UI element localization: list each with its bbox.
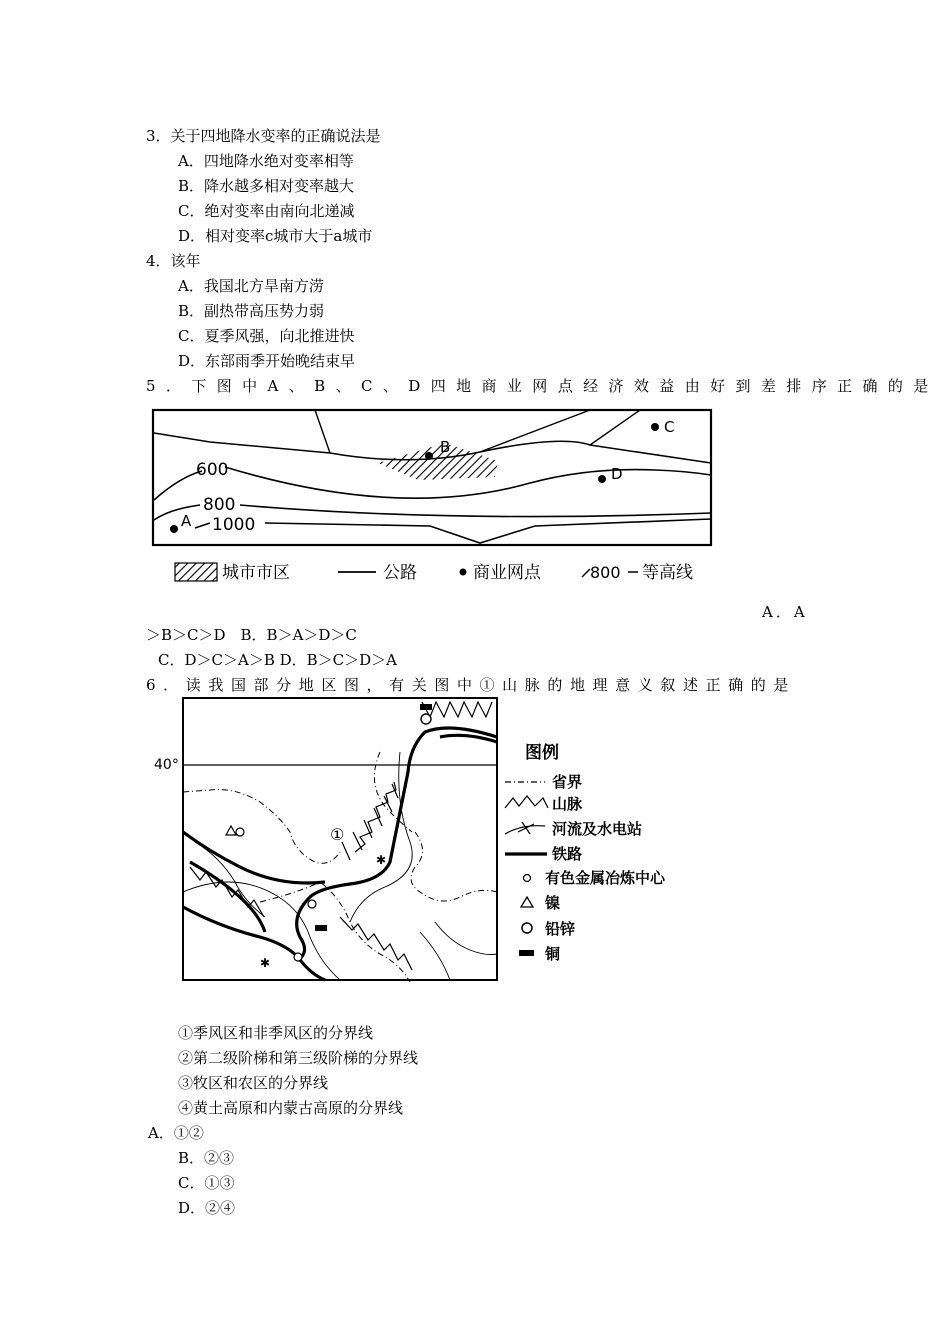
q6-statement-3: ③牧区和农区的分界线 bbox=[178, 1074, 329, 1092]
q5-contour-800 bbox=[240, 505, 711, 517]
q6-province-border-4 bbox=[374, 752, 412, 832]
q6-legend-mountain-swatch bbox=[505, 796, 548, 808]
q6-legend-smelting-swatch bbox=[524, 875, 531, 882]
q3-option-b: B．降水越多相对变率越大 bbox=[178, 177, 355, 195]
q6-stem: 6．读我国部分地区图，有关图中①山脉的地理意义叙述正确的是 bbox=[146, 676, 796, 694]
q6-region-map bbox=[150, 692, 710, 992]
q6-copper-symbol bbox=[315, 925, 327, 931]
q6-legend-copper-swatch bbox=[519, 950, 534, 956]
q5-option-a-part1: A．A bbox=[762, 603, 808, 621]
q5-point-b bbox=[425, 452, 433, 460]
q5-road-3 bbox=[590, 410, 640, 445]
q6-legend-river: 河流及水电站 bbox=[552, 820, 643, 838]
q5-legend-contour-sample: 800 bbox=[590, 563, 621, 582]
q4-option-b: B．副热带高压势力弱 bbox=[178, 302, 325, 320]
q6-latitude-label: 40° bbox=[154, 757, 179, 773]
q6-legend-border: 省界 bbox=[552, 773, 583, 791]
q5-contour-1000-left bbox=[195, 523, 210, 528]
q6-statement-2: ②第二级阶梯和第三级阶梯的分界线 bbox=[178, 1049, 419, 1067]
q5-point-label-a: A bbox=[181, 512, 192, 530]
q5-contour-600-left bbox=[154, 471, 202, 500]
q6-mountain-range-2 bbox=[422, 702, 492, 717]
q4-option-c: C．夏季风强，向北推进快 bbox=[178, 327, 355, 345]
q5-legend-outlet-dot bbox=[460, 569, 467, 576]
q4-option-d: D．东部雨季开始晚结束早 bbox=[178, 352, 356, 370]
q5-contour-label-1000: 1000 bbox=[212, 515, 256, 535]
q6-copper-symbol-2 bbox=[420, 704, 432, 710]
q6-river-4 bbox=[420, 932, 450, 980]
q5-contour-1000 bbox=[265, 519, 711, 543]
q5-legend-urban: 城市市区 bbox=[222, 563, 290, 583]
q6-smelting-center-2 bbox=[308, 900, 316, 908]
q6-lead-zinc-symbol bbox=[421, 714, 431, 724]
q6-railway-2 bbox=[183, 832, 325, 883]
q6-legend-lead-zinc-swatch bbox=[522, 923, 532, 933]
q6-legend-river-swatch bbox=[505, 822, 545, 834]
q6-legend-lead-zinc: 铅锌 bbox=[545, 920, 576, 938]
q3-option-d: D．相对变率c城市大于a城市 bbox=[178, 227, 373, 245]
q5-contour-label-600: 600 bbox=[196, 460, 229, 480]
q6-statement-1: ①季风区和非季风区的分界线 bbox=[178, 1024, 374, 1042]
q5-point-c bbox=[651, 423, 659, 431]
q6-river-3 bbox=[435, 922, 497, 955]
q6-legend-mountain: 山脉 bbox=[552, 795, 583, 813]
q5-urban-area bbox=[378, 443, 498, 480]
q6-option-d: D．②④ bbox=[178, 1199, 236, 1217]
q3-option-a: A．四地降水绝对变率相等 bbox=[178, 152, 354, 170]
q5-road-1 bbox=[315, 410, 330, 453]
q5-point-label-d: D bbox=[611, 465, 623, 483]
q5-stem: 5．下图中A、B、C、D四地商业网点经济效益由好到差排序正确的是 bbox=[146, 377, 939, 395]
q6-province-border-3 bbox=[411, 832, 497, 901]
q4-stem: 4．该年 bbox=[146, 252, 201, 270]
q6-legend-smelting: 有色金属冶炼中心 bbox=[545, 869, 666, 887]
q6-smelting-center-1 bbox=[236, 828, 244, 836]
q6-mountain-range-1b bbox=[342, 784, 398, 860]
q6-statement-4: ④黄土高原和内蒙古高原的分界线 bbox=[178, 1099, 404, 1117]
q6-hydro-station-2: ✱ bbox=[376, 853, 387, 867]
q4-option-a: A．我国北方旱南方涝 bbox=[178, 277, 324, 295]
q6-province-border-2 bbox=[260, 882, 410, 982]
q5-contour-800-left bbox=[154, 505, 200, 520]
q6-legend-railway: 铁路 bbox=[552, 845, 583, 863]
q5-point-a bbox=[170, 525, 178, 533]
q6-legend-nickel-swatch bbox=[521, 897, 533, 907]
q6-option-a: A．①② bbox=[148, 1124, 204, 1142]
q3-option-c: C．绝对变率由南向北递减 bbox=[178, 202, 355, 220]
q6-option-b: B．②③ bbox=[178, 1149, 235, 1167]
q5-legend-road: 公路 bbox=[383, 563, 417, 583]
q6-legend-nickel: 镍 bbox=[545, 894, 561, 912]
q5-legend-outlet: 商业网点 bbox=[473, 563, 541, 583]
q5-point-label-c: C bbox=[664, 418, 675, 436]
q6-option-c: C．①③ bbox=[178, 1174, 235, 1192]
q6-mountain-range-4 bbox=[340, 917, 412, 970]
q6-legend-copper: 铜 bbox=[545, 945, 561, 963]
q6-legend-title: 图例 bbox=[525, 743, 559, 763]
q6-nickel-symbol bbox=[226, 826, 236, 835]
q5-options-line1: ＞B＞C＞D B．B＞A＞D＞C bbox=[146, 626, 357, 644]
q6-railway-5 bbox=[440, 735, 497, 742]
q6-mountain-label: ① bbox=[330, 825, 345, 844]
q5-legend-contour: 等高线 bbox=[642, 563, 693, 583]
q5-contour-label-800: 800 bbox=[203, 495, 236, 515]
q5-point-label-b: B bbox=[440, 438, 451, 456]
q5-contour-map bbox=[150, 405, 720, 605]
q5-options-line2: C．D＞C＞A＞B D．B＞C＞D＞A bbox=[158, 651, 397, 669]
q6-province-border-1 bbox=[183, 790, 340, 864]
q6-hydro-station-1: ✱ bbox=[260, 956, 271, 970]
q6-river-5 bbox=[195, 842, 265, 917]
q6-mountain-range-1 bbox=[355, 782, 396, 852]
q5-road-2 bbox=[480, 410, 590, 452]
q5-legend-contour-swatch bbox=[582, 569, 590, 577]
q6-smelting-center-3 bbox=[294, 953, 302, 961]
q5-legend-urban-swatch bbox=[175, 563, 217, 581]
q3-stem: 3．关于四地降水变率的正确说法是 bbox=[146, 127, 381, 145]
q5-point-d bbox=[598, 475, 606, 483]
